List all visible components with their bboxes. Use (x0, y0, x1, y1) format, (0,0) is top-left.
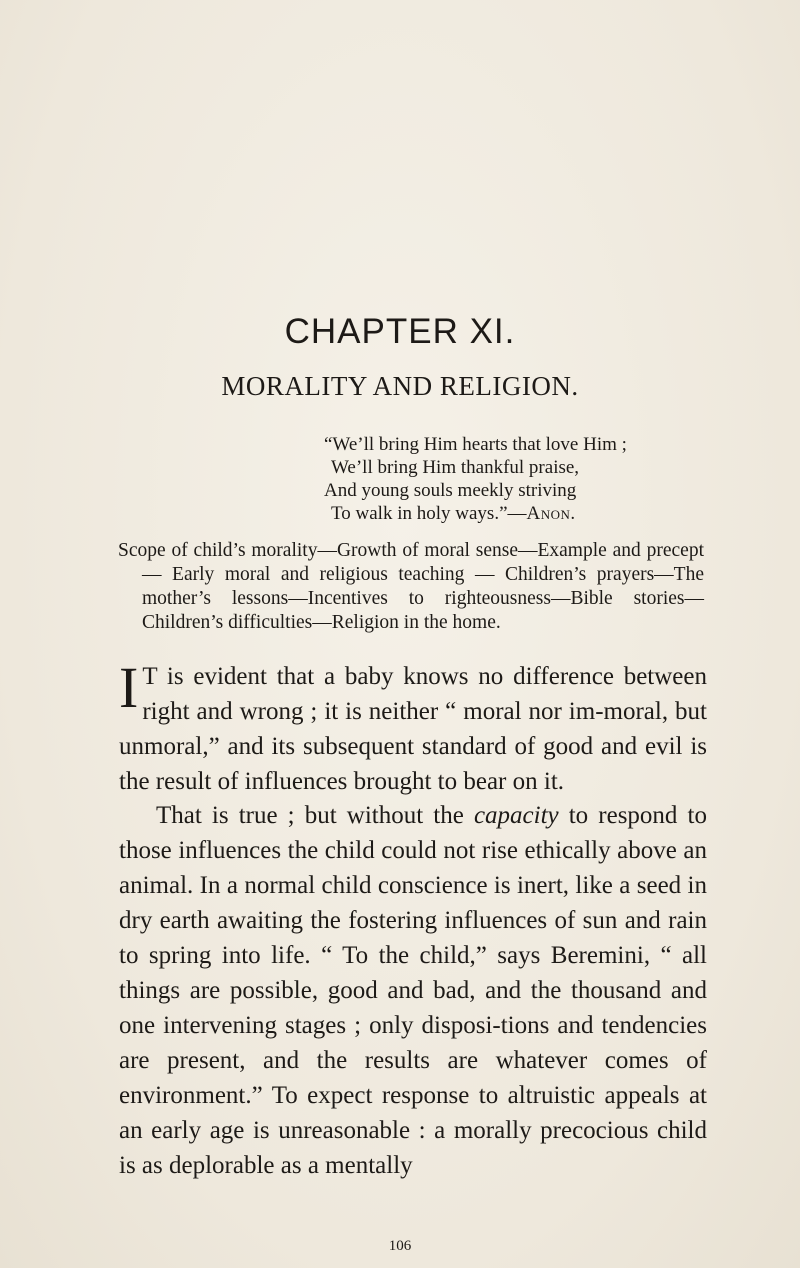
epigraph-line: And young souls meekly striving (324, 480, 577, 501)
chapter-synopsis: Scope of child’s morality—Growth of moral sense—Example and precept — Early moral and religious teaching — Children’s prayers—The mother’s lessons—Incentives to righteousness—Bible stories—Children’s difficulties—Religion in the home. (118, 540, 704, 633)
epigraph-line: To walk in holy ways.”— (331, 503, 527, 524)
epigraph-last-line (120, 502, 720, 525)
drop-cap: I (119, 655, 139, 720)
paragraph-1 (119, 655, 707, 799)
paragraph-2-start: That is true ; but without the (156, 802, 474, 829)
page-number: 106 (388, 1238, 412, 1254)
epigraph-attribution: Anon. (526, 503, 576, 524)
paragraph-1-text: T is evident that a baby knows no difference between right and wrong ; it is neither “ moral nor im-moral, but unmoral,” and its subsequent standard of good and evil is the result of influences brought to bear on it. (119, 663, 707, 795)
epigraph (120, 433, 720, 525)
paragraph-2 (119, 798, 707, 1183)
paragraph-2-rest: to respond to those influences the child could not rise ethically above an animal. In a normal child conscience is inert, like a seed in dry earth awaiting the fostering influences of sun and rain to spring into life. “ To the child,” says Beremini, “ all things are possible, good and bad, and the thousand and one intervening stages ; only disposi-tions and tendencies are present, and the results are whatever comes of environment.” To expect response to altruistic appeals at an early age is unreasonable : a morally precocious child is as deplorable as a mentally (119, 802, 707, 1179)
epigraph-line: We’ll bring Him thankful praise, (331, 457, 580, 478)
chapter-title: MORALITY AND RELIGION. (221, 371, 579, 401)
chapter-number: CHAPTER XI. (284, 312, 516, 351)
emphasis-capacity: capacity (473, 802, 559, 829)
epigraph-line: “We’ll bring Him hearts that love Him ; (324, 434, 627, 455)
